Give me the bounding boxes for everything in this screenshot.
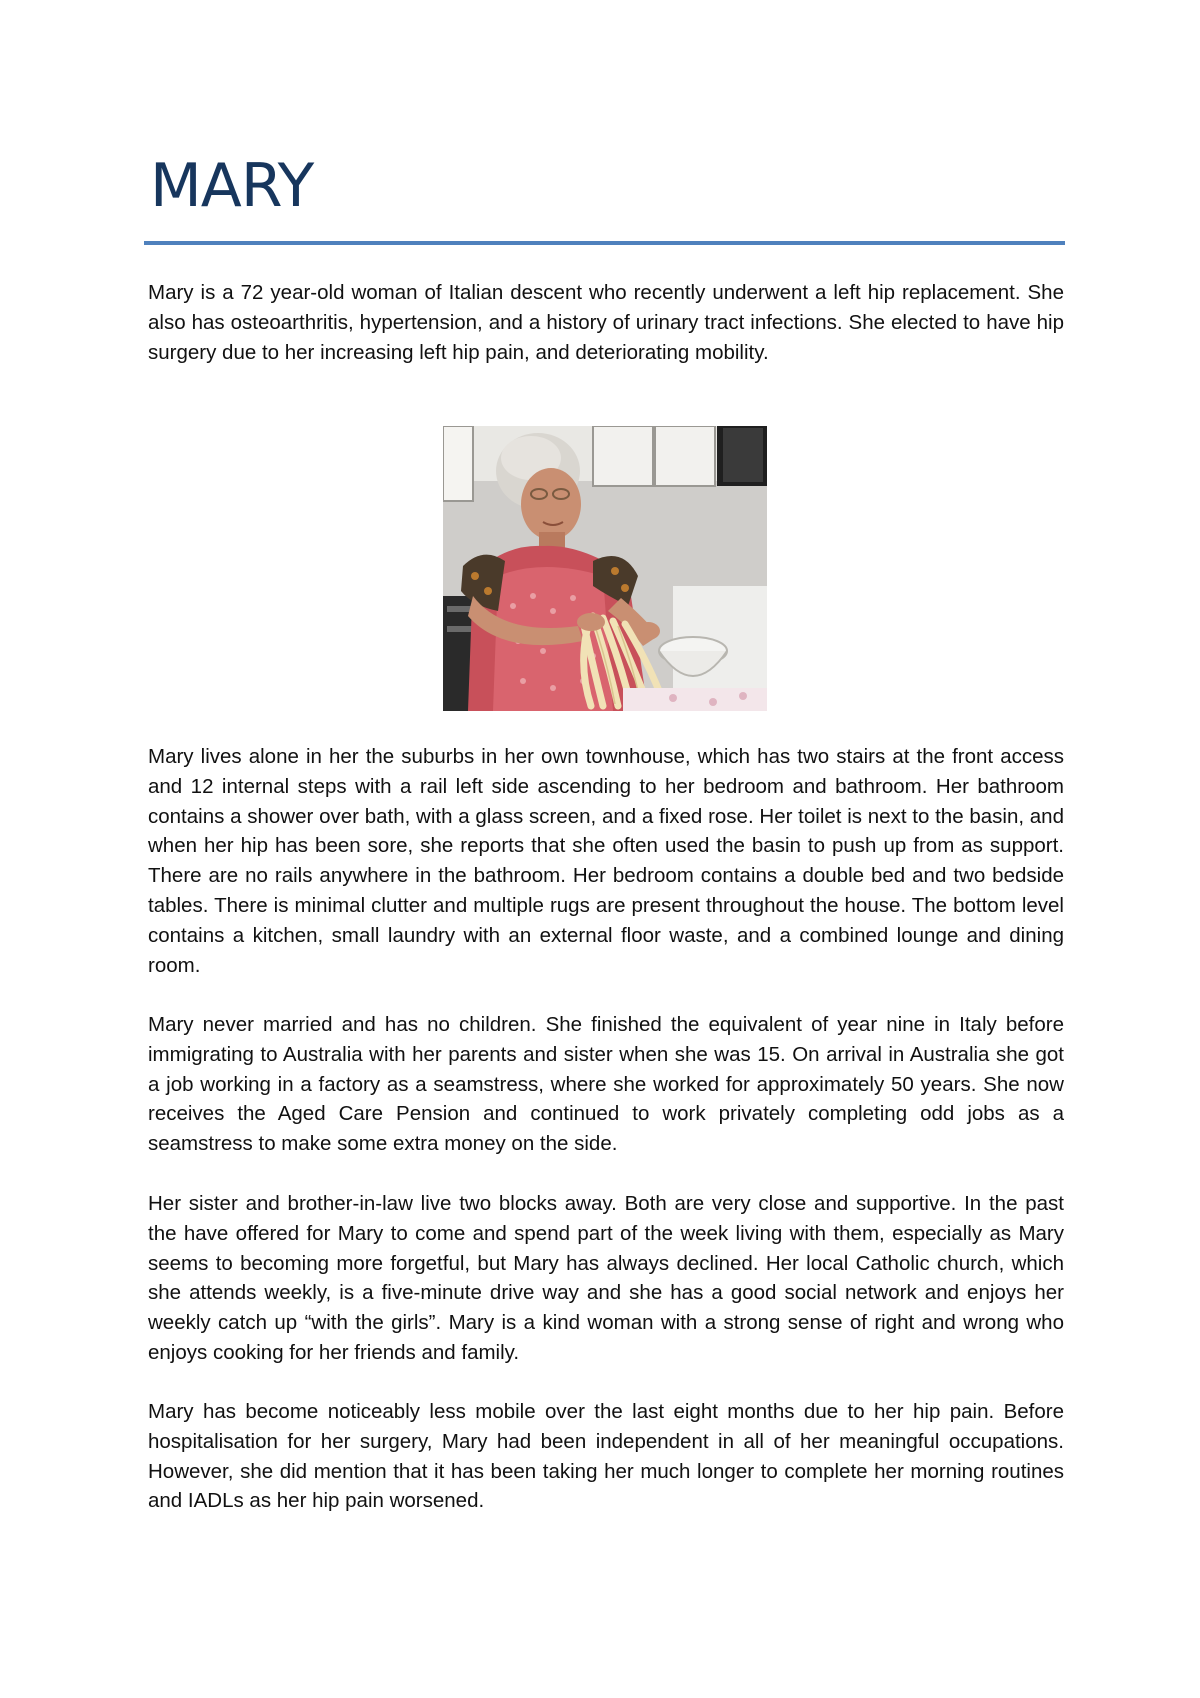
page-title: MARY [150, 151, 314, 221]
paragraph-background: Mary never married and has no children. She finished the equivalent of year nine in Italy before immigrating to Australia with her parents and sister when she was 15. On arrival in Australia she got a job working in a factory as a seamstress, where she worked for approximately 50 years. She now receives the Aged Care Pension and continued to work privately completing odd jobs as a seamstress to make some extra money on the side. [148, 1013, 1064, 1156]
paragraph-home-environment: Mary lives alone in her the suburbs in her own townhouse, which has two stairs at the front access and 12 internal steps with a rail left side ascending to her bedroom and bathroom. Her bathroom contains a shower over bath, with a glass screen, and a fixed rose. Her toilet is next to the basin, and when her hip has been sore, she reports that she often used the basin to push up from as support. There are no rails anywhere in the bathroom. Her bedroom contains a double bed and two bedside tables. There is minimal clutter and multiple rugs are present throughout the house. The bottom level contains a kitchen, small laundry with an external floor waste, and a combined lounge and dining room. [148, 745, 1064, 977]
paragraph-mobility: Mary has become noticeably less mobile over the last eight months due to her hip pain. Before hospitalisation for her surgery, Mary had been independent in all of her meaningful occupations. However, she did mention that it has been taking her much longer to complete her morning routines and IADLs as her hip pain worsened. [148, 1400, 1064, 1513]
paragraph-intro: Mary is a 72 year-old woman of Italian descent who recently underwent a left hip replacement. She also has osteoarthritis, hypertension, and a history of urinary tract infections. She elected to have hip surgery due to her increasing left hip pain, and deteriorating mobility. [148, 281, 1064, 364]
paragraph-social-support: Her sister and brother-in-law live two blocks away. Both are very close and supportive. In the past the have offered for Mary to come and spend part of the week living with them, especially as Mary seems to becoming more forgetful, but Mary has always declined. Her local Catholic church, which she attends weekly, is a five-minute drive way and she has a good social network and enjoys her weekly catch up “with the girls”. Mary is a kind woman with a strong sense of right and wrong who enjoys cooking for her friends and family. [148, 1192, 1064, 1364]
photo-woman-making-pasta [443, 426, 767, 711]
title-underline [144, 241, 1065, 245]
